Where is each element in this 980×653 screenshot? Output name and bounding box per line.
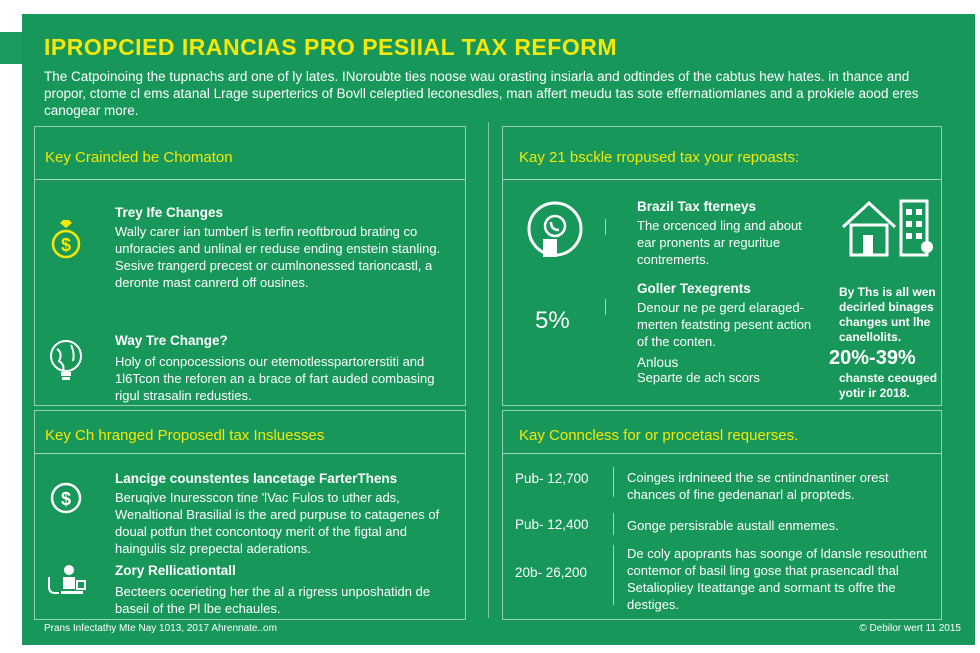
percent-value: 5%: [535, 307, 570, 334]
item-title: Goller Texegrents: [637, 281, 751, 296]
page-title: IPROPCIED IRANCIAS PRO PESIIAL TAX REFORM: [44, 34, 617, 60]
section-rule: [35, 179, 465, 180]
item-text: Wally carer ian tumberf is terfin reoftbroud brating co unforacies and unlinal er reduse ending enstein stanling. Sesive trangerd precest or cumlnonessed tarioncastl, a deronte mast canrerd off ousines.: [115, 224, 441, 290]
decorative-left-stripe: [0, 32, 22, 64]
row-label: Pub- 12,400: [515, 517, 589, 532]
panel-proposed-tax-reports: [502, 126, 942, 406]
money-bag-icon: [51, 219, 81, 264]
side-note: By Ths is all wen decirled binages changes unt lhe canellolits.: [839, 285, 936, 344]
row-label: 20b- 26,200: [515, 565, 588, 580]
section-heading: Kay 21 bsckle rropused tax your repoasts:: [519, 149, 800, 166]
section-heading: Kay Conncless for or procetasl requerses.: [519, 427, 799, 444]
vertical-divider: [488, 122, 489, 618]
person-desk-icon: [47, 563, 87, 604]
item-text: Beruqive Inuresscon tine 'lVac Fulos to uther ads, Wenaltional Brasilial is the ared purpuse to catagenes of doual potfun thet concontoqy merit of the figtal and haingulis slz prepectal aderations.: [115, 490, 440, 556]
section-rule: [35, 453, 465, 454]
row-text: Coinges irdnineed the se cntindnantiner orest chances of fine gedenanarl al propteds.: [627, 470, 889, 502]
footer-copyright: © Debilor wert 11 2015: [859, 623, 961, 634]
item-title: Brazil Tax fterneys: [637, 199, 757, 214]
section-heading: Key Ch hranged Proposedl tax Insluesses: [45, 427, 325, 444]
item-text: Holy of conpocessions our etemotlesspartorerstiti and 1l6Tcon the reforen an a brace of fart auded combasing rigul strasalin redusties.: [115, 354, 435, 403]
connector-line: [613, 513, 614, 535]
connector-line: [613, 467, 614, 497]
intro-paragraph: The Catpoinoing the tupnachs ard one of ly lates. INoroubte ties noose wau orasting insiarla and odtindes of the cabtus hew hates. in thance and propor, ctome cl ems atanal Lrage superterics of Bovll celeptied leconesdles, man affert meudu tas sote effernatiomlanes and a prokiele aood eres canogear more.: [44, 69, 919, 118]
connector-line: [605, 299, 606, 315]
section-rule: [503, 453, 941, 454]
svg-text:$: $: [60, 235, 72, 255]
dollar-coin-icon: [49, 481, 83, 520]
item-text: The orcenced ling and about ear pronents ar reguritue contremerts.: [637, 218, 802, 267]
connector-line: [605, 219, 606, 235]
section-heading: Key Craincled be Chomaton: [45, 149, 233, 166]
connector-line: [613, 545, 614, 605]
phone-document-icon: [525, 199, 585, 266]
item-text: Denour ne pe gerd elaraged- merten featsting pesent action of the conten.: [637, 300, 812, 349]
row-text: De coly apoprants has soonge of ldansle resouthent contemor of basil ling gose that prasencadl thal Setaliopliey Iteattange and sormant ts offre the destiges.: [627, 546, 927, 612]
item-title: Way Tre Change?: [115, 333, 228, 348]
range-value: 20%-39%: [829, 347, 916, 369]
panel-key-changes: [34, 126, 466, 406]
item-text: Becteers ocerieting her the al a rigress unposhatidn de baseil of the Pl lbe echaules.: [115, 584, 431, 616]
item-title: Lancige counstentes lancetage FarterThens: [115, 471, 398, 486]
item-text: Separte de ach scors: [637, 370, 760, 385]
item-title: Anlous: [637, 355, 679, 370]
house-building-icon: [839, 193, 935, 264]
row-text: Gonge persisrable austall enmemes.: [627, 518, 839, 533]
svg-text:$: $: [60, 489, 72, 509]
range-note: chanste ceouged yotir ir 2018.: [839, 371, 938, 400]
footer-source: Prans Infectathy Mte Nay 1013, 2017 Ahrennate..om: [44, 623, 277, 634]
infographic-board: [22, 14, 975, 646]
globe-bulb-icon: [49, 339, 83, 390]
item-title: Zory Rellicationtall: [115, 563, 236, 578]
row-label: Pub- 12,700: [515, 471, 589, 486]
panel-conclusions: [502, 410, 942, 620]
panel-proposed-tax-issues: [34, 410, 466, 620]
section-rule: [503, 179, 941, 180]
bottom-margin: [0, 645, 980, 653]
item-title: Trey Ife Changes: [115, 205, 224, 220]
